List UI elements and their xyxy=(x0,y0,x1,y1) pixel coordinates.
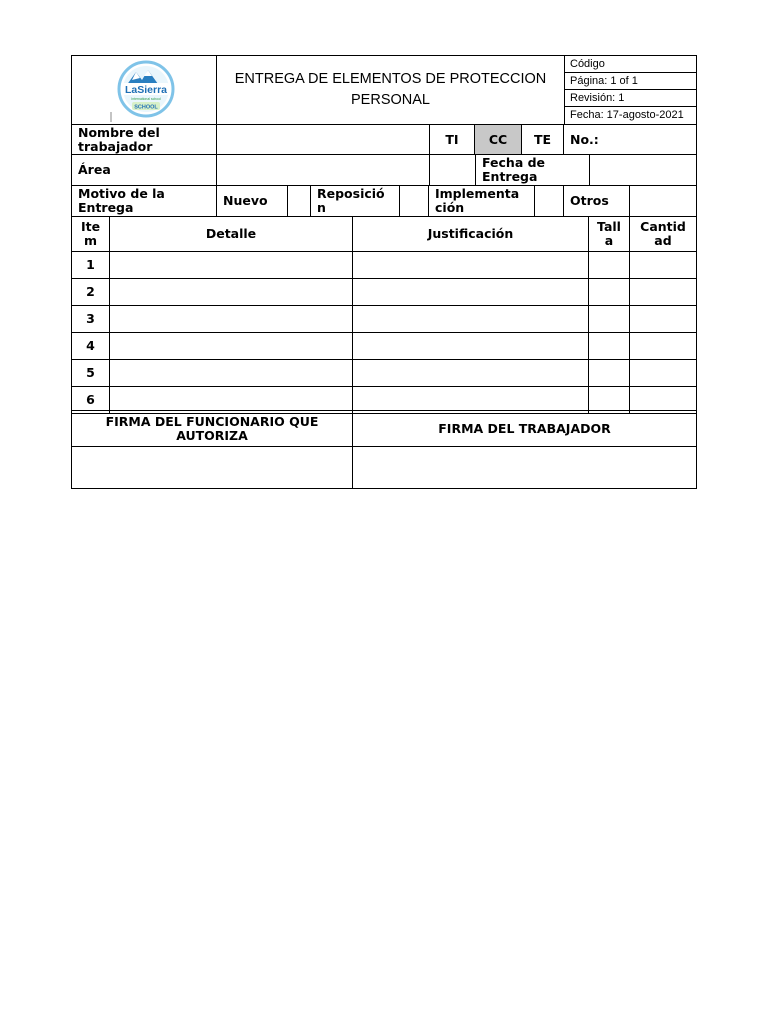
item-justificacion-cell[interactable] xyxy=(352,332,589,360)
item-cantidad-cell[interactable] xyxy=(629,305,697,333)
item-number-cell: 2 xyxy=(71,278,110,306)
doc-type-cc[interactable]: CC xyxy=(474,124,522,155)
reason-replacement-label: Reposició n xyxy=(310,185,400,217)
area-label: Área xyxy=(71,154,217,186)
item-justificacion-cell[interactable] xyxy=(352,278,589,306)
codigo-cell: Código xyxy=(564,55,697,73)
item-detalle-cell[interactable] xyxy=(109,359,353,387)
signature-worker-label: FIRMA DEL TRABAJADOR xyxy=(352,410,697,447)
item-talla-cell[interactable] xyxy=(588,359,630,387)
item-number-cell: 4 xyxy=(71,332,110,360)
pagina-cell: Página: 1 of 1 xyxy=(564,72,697,90)
reason-other-field[interactable] xyxy=(629,185,697,217)
item-justificacion-cell[interactable] xyxy=(352,251,589,279)
signature-authorizer-label: FIRMA DEL FUNCIONARIO QUE AUTORIZA xyxy=(71,410,353,447)
item-cantidad-cell[interactable] xyxy=(629,251,697,279)
revision-cell: Revisión: 1 xyxy=(564,89,697,107)
item-detalle-cell[interactable] xyxy=(109,251,353,279)
document-title xyxy=(216,55,565,125)
item-number-cell: 3 xyxy=(71,305,110,333)
item-cantidad-cell[interactable] xyxy=(629,359,697,387)
reason-new-label: Nuevo xyxy=(216,185,288,217)
reason-other-label: Otros xyxy=(563,185,630,217)
logo-cell xyxy=(71,55,217,125)
reason-new-checkbox[interactable] xyxy=(287,185,311,217)
item-justificacion-cell[interactable] xyxy=(352,359,589,387)
svg-text:SCHOOL: SCHOOL xyxy=(134,104,158,111)
reason-implementation-label: Implementa ción xyxy=(428,185,535,217)
item-justificacion-cell[interactable] xyxy=(352,305,589,333)
doc-type-te[interactable]: TE xyxy=(521,124,564,155)
reason-replacement-checkbox[interactable] xyxy=(399,185,429,217)
worker-name-label: Nombre del trabajador xyxy=(71,124,217,155)
svg-text:LaSierra: LaSierra xyxy=(124,84,168,96)
doc-type-ti[interactable]: TI xyxy=(429,124,475,155)
item-number-cell: 1 xyxy=(71,251,110,279)
worker-name-field[interactable] xyxy=(216,124,430,155)
item-talla-cell[interactable] xyxy=(588,332,630,360)
form-header xyxy=(71,55,697,125)
item-cantidad-cell[interactable] xyxy=(629,332,697,360)
fecha-cell: Fecha: 17-agosto-2021 xyxy=(564,106,697,125)
document-title-text: ENTREGA DE ELEMENTOS DE PROTECCION PERSONAL xyxy=(234,71,547,108)
item-number-cell: 5 xyxy=(71,359,110,387)
col-header-item: Ite m xyxy=(71,216,110,252)
area-field[interactable] xyxy=(216,154,430,186)
school-logo xyxy=(72,56,218,126)
svg-text:International school: International school xyxy=(131,97,161,101)
item-number-cell: 6 xyxy=(71,386,110,414)
item-talla-cell[interactable] xyxy=(588,305,630,333)
signature-authorizer-field[interactable] xyxy=(71,446,353,489)
item-cantidad-cell[interactable] xyxy=(629,278,697,306)
col-header-talla: Tall a xyxy=(588,216,630,252)
reason-implementation-checkbox[interactable] xyxy=(534,185,564,217)
item-talla-cell[interactable] xyxy=(588,251,630,279)
col-header-justificacion: Justificación xyxy=(352,216,589,252)
item-talla-cell[interactable] xyxy=(588,278,630,306)
delivery-date-label: Fecha de Entrega xyxy=(475,154,590,186)
item-detalle-cell[interactable] xyxy=(109,332,353,360)
delivery-date-field[interactable] xyxy=(589,154,697,186)
signature-worker-field[interactable] xyxy=(352,446,697,489)
area-extra-field[interactable] xyxy=(429,154,476,186)
reason-label: Motivo de la Entrega xyxy=(71,185,217,217)
document-number-field[interactable]: No.: xyxy=(563,124,697,155)
col-header-detalle: Detalle xyxy=(109,216,353,252)
col-header-cantidad: Cantid ad xyxy=(629,216,697,252)
item-detalle-cell[interactable] xyxy=(109,305,353,333)
item-detalle-cell[interactable] xyxy=(109,278,353,306)
